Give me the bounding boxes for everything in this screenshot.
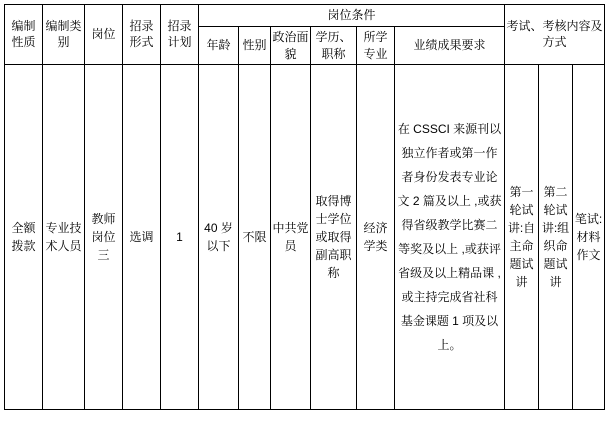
header-staffing-type: 编制类别 — [43, 5, 85, 65]
header-staffing-nature: 编制性质 — [5, 5, 43, 65]
document-table-container — [0, 4, 609, 444]
cell-staffing-nature: 全额拨款 — [5, 64, 43, 409]
header-recruit-form: 招录形式 — [123, 5, 161, 65]
cell-recruit-plan: 1 — [161, 64, 199, 409]
cell-political-status: 中共党员 — [271, 64, 311, 409]
cell-exam-round-one: 第一轮试讲:自主命题试讲 — [505, 64, 539, 409]
header-gender: 性别 — [239, 27, 271, 64]
header-age: 年龄 — [199, 27, 239, 64]
header-achievement-requirements: 业绩成果要求 — [395, 27, 505, 64]
cell-exam-written: 笔试:材料作文 — [573, 64, 605, 409]
header-position-conditions-group: 岗位条件 — [199, 5, 505, 27]
cell-major: 经济学类 — [357, 64, 395, 409]
header-education-title: 学历、职称 — [311, 27, 357, 64]
table-row — [5, 64, 605, 409]
table-header-row-1 — [5, 5, 605, 27]
cell-education-title: 取得博士学位或取得副高职称 — [311, 64, 357, 409]
cell-exam-round-two: 第二轮试讲:组织命题试讲 — [539, 64, 573, 409]
header-political-status: 政治面貌 — [271, 27, 311, 64]
cell-recruit-form: 选调 — [123, 64, 161, 409]
cell-position: 教师岗位三 — [85, 64, 123, 409]
header-position: 岗位 — [85, 5, 123, 65]
cell-achievement-requirements: 在 CSSCI 来源刊以独立作者或第一作者身份发表专业论文 2 篇及以上 ,或获得省级教学比赛二等奖及以上 ,或获评省级及以上精品课 ,或主持完成省社科基金课题 1 项及以上。 — [395, 64, 505, 409]
header-major: 所学专业 — [357, 27, 395, 64]
header-recruit-plan: 招录计划 — [161, 5, 199, 65]
cell-gender: 不限 — [239, 64, 271, 409]
cell-age: 40 岁以下 — [199, 64, 239, 409]
header-exam-content-method: 考试、考核内容及方式 — [505, 5, 605, 65]
cell-staffing-type: 专业技术人员 — [43, 64, 85, 409]
recruitment-table — [4, 4, 605, 410]
